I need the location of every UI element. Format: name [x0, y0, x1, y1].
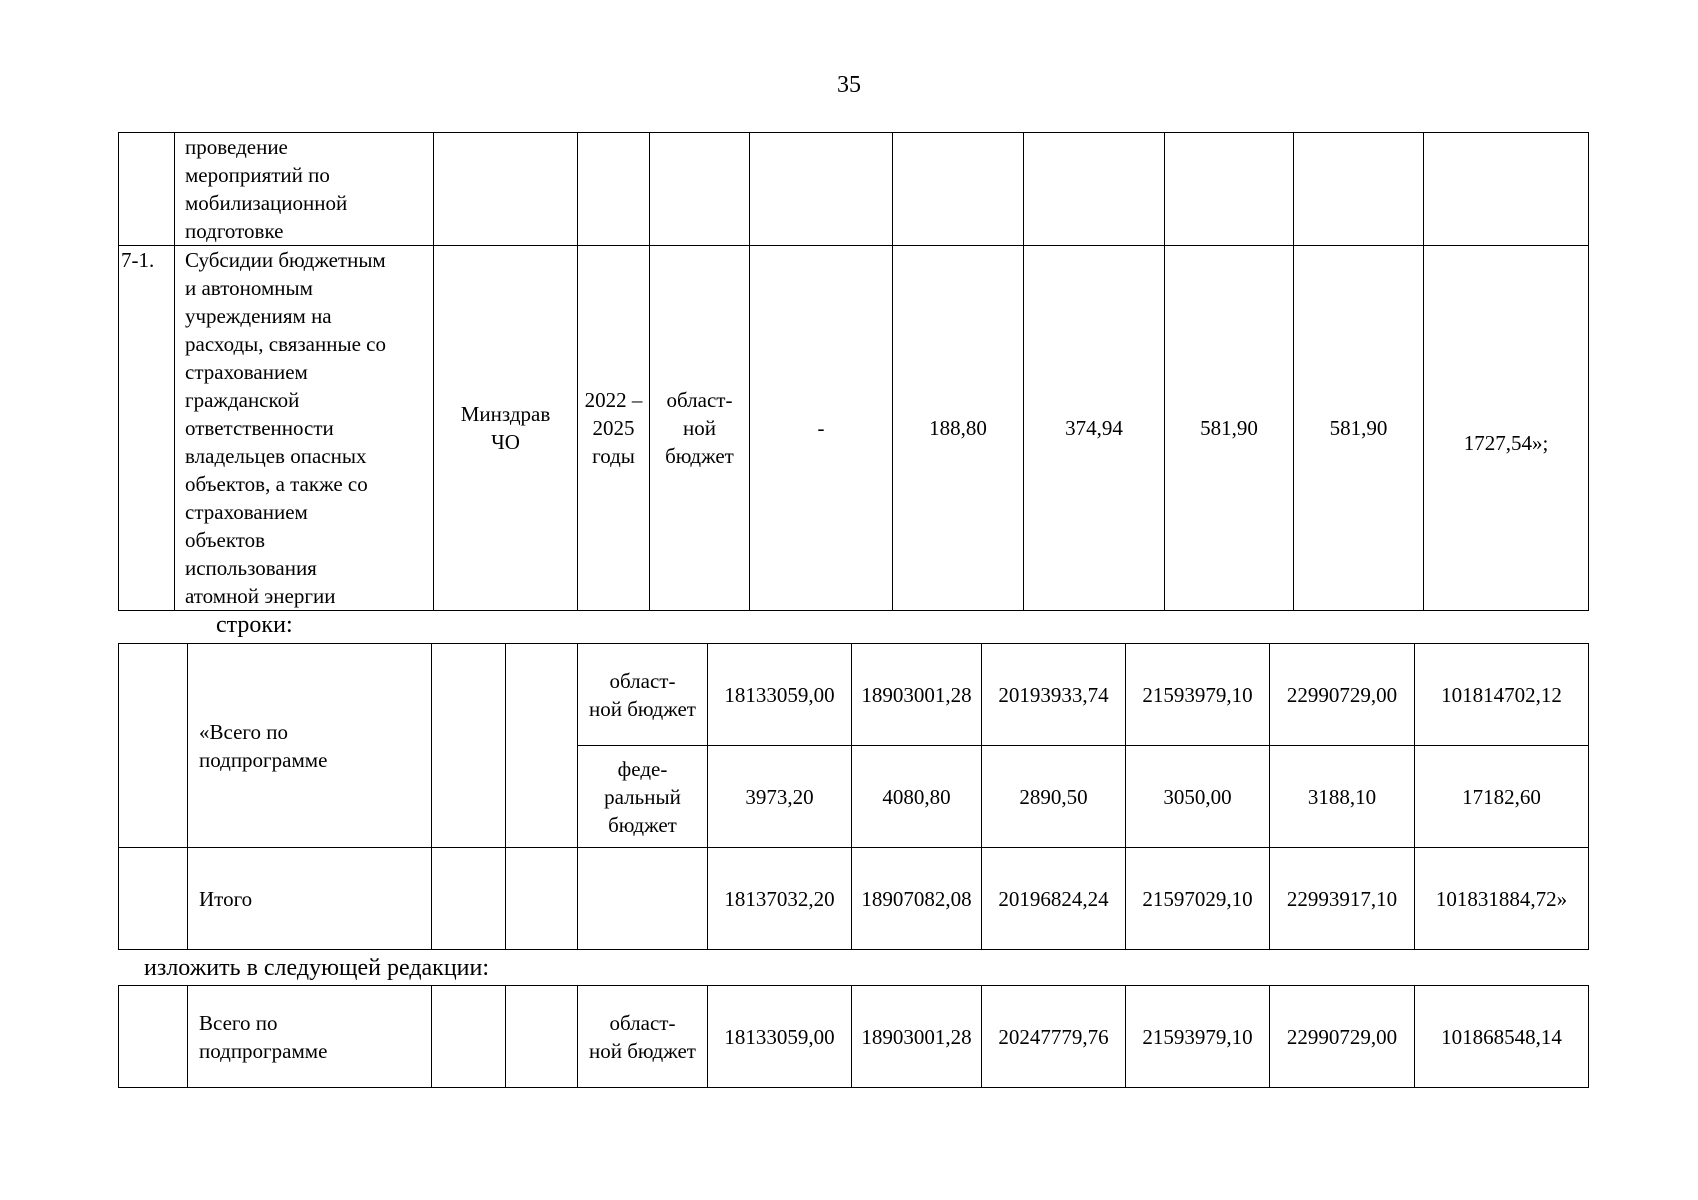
total-cell: 101814702,12	[1415, 644, 1589, 746]
value-cell: 18137032,20	[708, 848, 852, 950]
total-cell: 101831884,72»	[1415, 848, 1589, 950]
total-cell: 17182,60	[1415, 746, 1589, 848]
executor-cell	[434, 133, 578, 246]
period-cell: 2022 – 2025 годы	[578, 246, 650, 611]
value-cell	[750, 133, 893, 246]
note-rows: строки:	[216, 612, 293, 638]
value-cell: 20247779,76	[982, 986, 1126, 1088]
source-cell	[650, 133, 750, 246]
total-cell	[1424, 133, 1589, 246]
value-cell: 188,80	[893, 246, 1024, 611]
executor-cell	[432, 848, 506, 950]
value-cell: 3188,10	[1270, 746, 1415, 848]
value-cell: 18903001,28	[852, 986, 982, 1088]
executor-cell	[432, 644, 506, 848]
value-cell: 18133059,00	[708, 986, 852, 1088]
row-number	[119, 986, 188, 1088]
source-cell: област- ной бюджет	[578, 986, 708, 1088]
value-cell	[1024, 133, 1165, 246]
total-cell: 101868548,14	[1415, 986, 1589, 1088]
source-cell: област- ной бюджет	[650, 246, 750, 611]
note-new-edition: изложить в следующей редакции:	[144, 955, 490, 981]
row-number	[119, 133, 175, 246]
page-number: 35	[837, 72, 861, 98]
totals-table-new	[118, 985, 1589, 1088]
value-cell	[893, 133, 1024, 246]
totals-table-old	[118, 643, 1589, 950]
activity-description: Субсидии бюджетным и автономным учреждениям на расходы, связанные со страхованием гражданской ответственности владельцев опасных объектов, а также со страхованием объектов использования атомной энергии	[175, 246, 434, 611]
executor-cell: Минздрав ЧО	[434, 246, 578, 611]
row-number	[119, 848, 188, 950]
source-cell: феде- ральный бюджет	[578, 746, 708, 848]
row-number	[119, 644, 188, 848]
value-cell: 20193933,74	[982, 644, 1126, 746]
value-cell: 581,90	[1294, 246, 1424, 611]
activity-description: проведение мероприятий по мобилизационной подготовке	[175, 133, 434, 246]
table-row	[119, 644, 1589, 746]
source-cell: област- ной бюджет	[578, 644, 708, 746]
period-cell	[506, 986, 578, 1088]
total-cell: 1727,54»;	[1424, 246, 1589, 611]
value-cell: 374,94	[1024, 246, 1165, 611]
table-row	[119, 133, 1589, 246]
table-row	[119, 848, 1589, 950]
period-cell	[578, 133, 650, 246]
executor-cell	[432, 986, 506, 1088]
value-cell: 21597029,10	[1126, 848, 1270, 950]
program-table-top	[118, 132, 1589, 611]
row-number: 7-1.	[119, 246, 175, 611]
value-cell: 3973,20	[708, 746, 852, 848]
value-cell: 2890,50	[982, 746, 1126, 848]
value-cell: 3050,00	[1126, 746, 1270, 848]
value-cell: 22990729,00	[1270, 644, 1415, 746]
source-cell	[578, 848, 708, 950]
table-row	[119, 986, 1589, 1088]
value-cell: 21593979,10	[1126, 644, 1270, 746]
itogo-label: Итого	[188, 848, 432, 950]
table-row	[119, 246, 1589, 611]
value-cell: 21593979,10	[1126, 986, 1270, 1088]
period-cell	[506, 644, 578, 848]
value-cell	[1165, 133, 1294, 246]
value-cell: 581,90	[1165, 246, 1294, 611]
value-cell: 22990729,00	[1270, 986, 1415, 1088]
subprogram-label: Всего по подпрограмме	[188, 986, 432, 1088]
value-cell: 18907082,08	[852, 848, 982, 950]
value-cell	[1294, 133, 1424, 246]
value-cell: 18903001,28	[852, 644, 982, 746]
value-cell: -	[750, 246, 893, 611]
value-cell: 18133059,00	[708, 644, 852, 746]
subprogram-label: «Всего по подпрограмме	[188, 644, 432, 848]
value-cell: 22993917,10	[1270, 848, 1415, 950]
period-cell	[506, 848, 578, 950]
value-cell: 20196824,24	[982, 848, 1126, 950]
value-cell: 4080,80	[852, 746, 982, 848]
